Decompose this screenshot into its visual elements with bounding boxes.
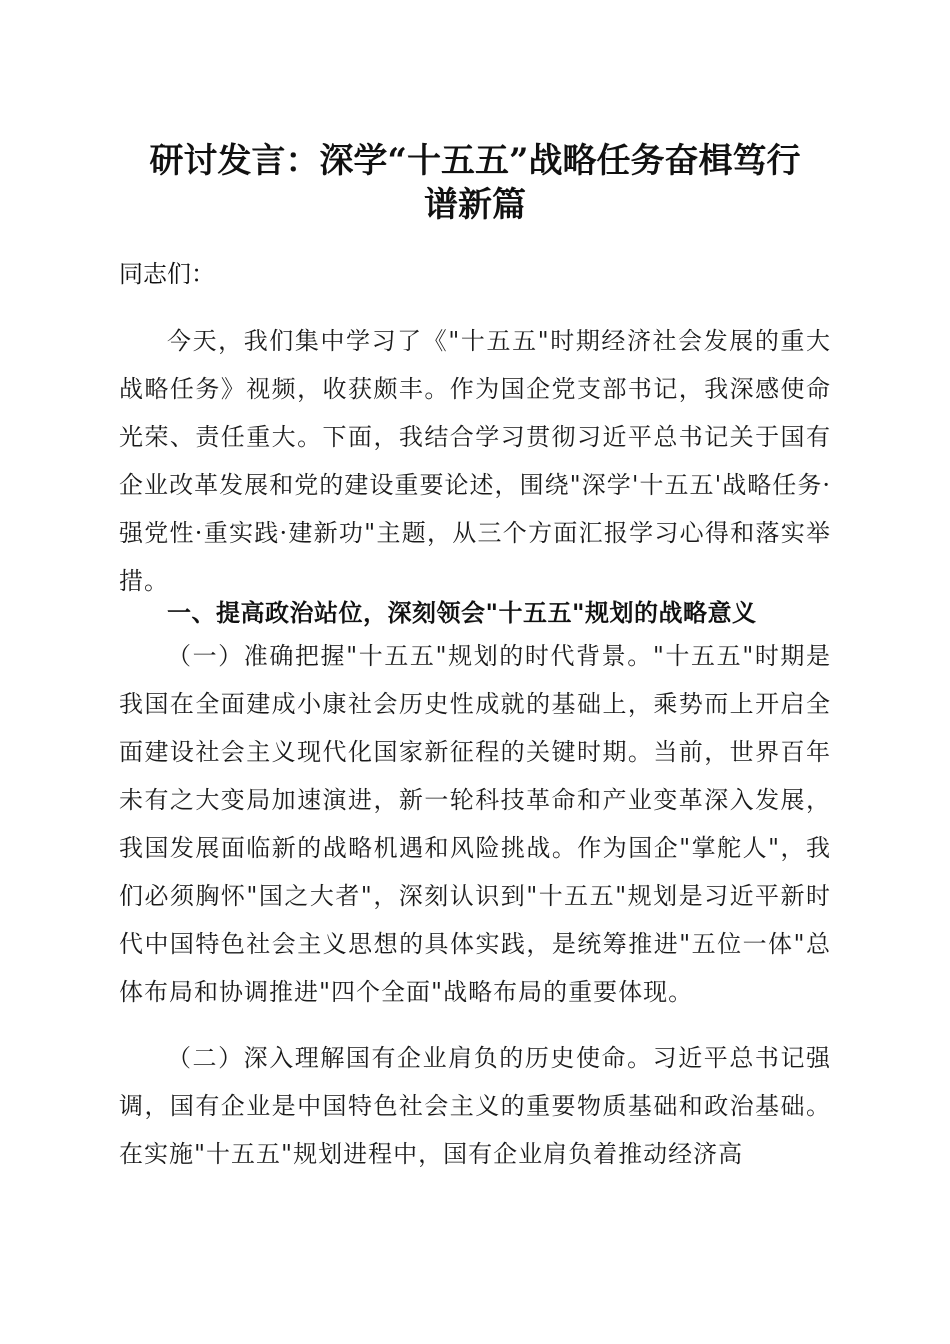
subsection-1-lead: （一）准确把握"十五五"规划的时代背景。	[167, 642, 653, 670]
document-title-line-1: 研讨发言：深学“十五五”战略任务奋楫笃行	[149, 141, 801, 181]
subsection-2-paragraph	[119, 1034, 831, 1178]
document-title-line-2: 谱新篇	[424, 185, 526, 225]
subsection-1-text: "十五五"时期是我国在全面建成小康社会历史性成就的基础上，乘势而上开启全面建设社会主义现代化国家新征程的关键时期。当前，世界百年未有之大变局加速演进，新一轮科技革命和产业变革深入发展，我国发展面临新的战略机遇和风险挑战。作为国企"掌舵人"，我们必须胸怀"国之大者"，深刻认识到"十五五"规划是习近平新时代中国特色社会主义思想的具体实践，是统筹推进"五位一体"总体布局和协调推进"四个全面"战略布局的重要体现。	[119, 642, 832, 1006]
intro-paragraph: 今天，我们集中学习了《"十五五"时期经济社会发展的重大战略任务》视频，收获颇丰。作为国企党支部书记，我深感使命光荣、责任重大。下面，我结合学习贯彻习近平总书记关于国有企业改革发展和党的建设重要论述，围绕"深学'十五五'战略任务·强党性·重实践·建新功"主题，从三个方面汇报学习心得和落实举措。	[119, 327, 831, 595]
greeting: 同志们：	[119, 260, 215, 288]
subsection-1-paragraph	[119, 632, 831, 1016]
subsection-2-text: 习近平总书记强调，国有企业是中国特色社会主义的重要物质基础和政治基础。在实施"十五五"规划进程中，国有企业肩负着推动经济高	[119, 1044, 832, 1168]
subsection-2-lead: （二）深入理解国有企业肩负的历史使命。	[167, 1044, 653, 1072]
section-1-heading: 一、提高政治站位，深刻领会"十五五"规划的战略意义	[167, 599, 757, 627]
